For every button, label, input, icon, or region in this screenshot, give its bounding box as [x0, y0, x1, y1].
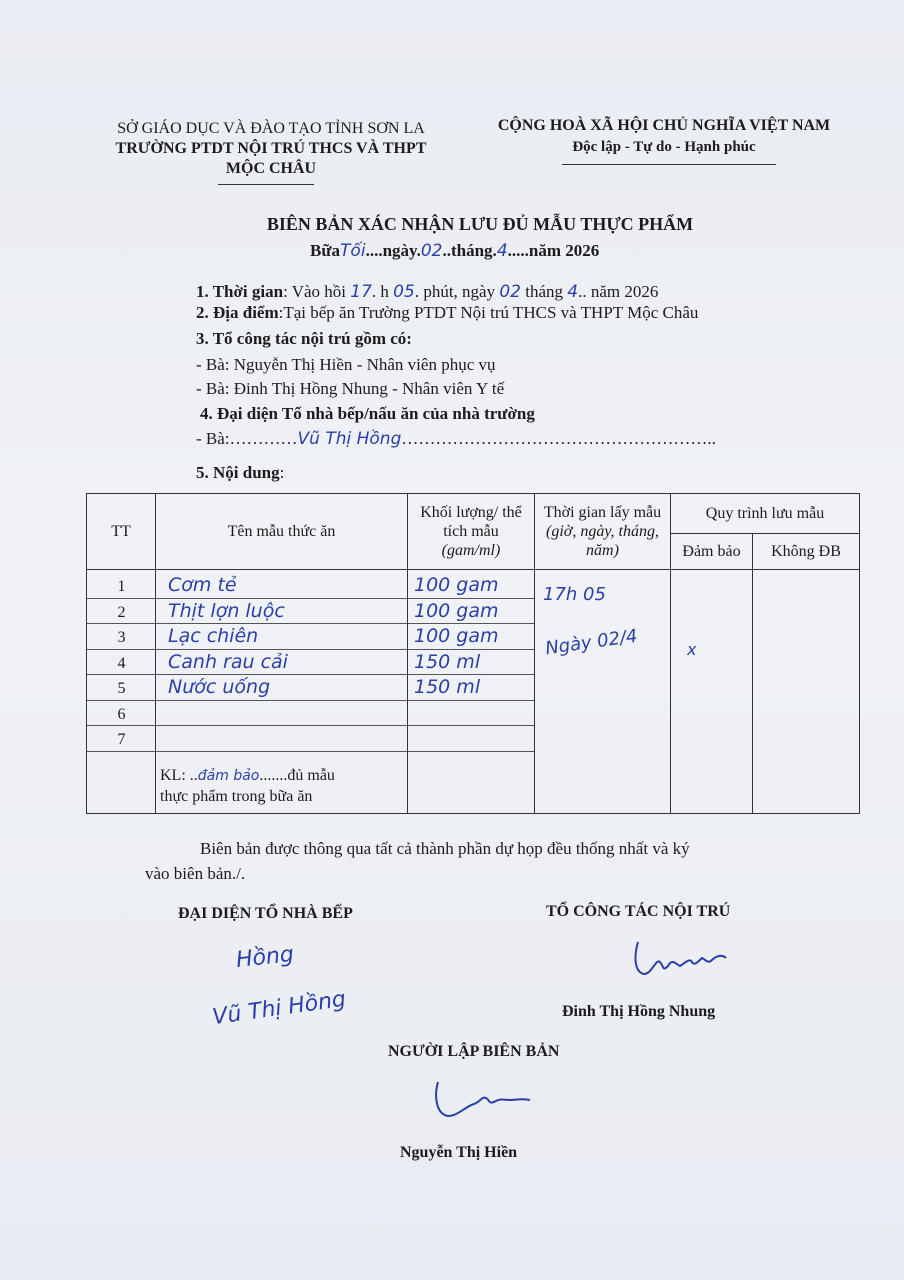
meal-month-hand: 4 [496, 241, 508, 261]
content-colon: : [279, 463, 285, 482]
amount-hand: 150 ml [414, 650, 481, 673]
meal-prefix: Bữa [310, 241, 341, 260]
row-divider [87, 623, 155, 624]
ok-column [671, 570, 753, 814]
meal-hand: Tối [340, 241, 366, 261]
row-divider [156, 751, 407, 752]
time-text-a: : Vào hồi [283, 282, 347, 301]
time-column [535, 570, 671, 814]
row-divider [408, 623, 534, 624]
ok-mark: x [687, 640, 697, 659]
row-divider [156, 598, 407, 599]
time-hand-1: 17h 05 [543, 584, 606, 605]
meal-year-label: .....năm 2026 [507, 241, 600, 260]
department-name: SỞ GIÁO DỤC VÀ ĐÀO TẠO TỈNH SƠN LA [117, 120, 425, 137]
amount-hand: 150 ml [414, 676, 481, 698]
closing-line-1: Biên bản được thông qua tất cả thành phần dự họp đều thống nhất và ký [200, 839, 690, 858]
header-food-name: Tên mẫu thức ăn [156, 494, 408, 570]
header-weight-main: Khối lượng/ thể tích mẫu [420, 503, 522, 540]
section-time [196, 282, 658, 302]
header-right-underline [562, 164, 776, 165]
amount-hand: 100 gam [414, 599, 499, 622]
conclusion-line2: thực phẩm trong bữa ăn [160, 787, 313, 805]
not-ok-column [753, 570, 860, 814]
recorder-name: Nguyễn Thị Hiền [400, 1144, 518, 1161]
kitchen-rep-prefix: - Bà:………… [196, 429, 298, 448]
row-divider [156, 623, 407, 624]
school-name-line2: MỘC CHÂU [225, 160, 317, 177]
team-sign-title: TỔ CÔNG TÁC NỘI TRÚ [546, 903, 731, 920]
row-number: 3 [117, 629, 126, 646]
header-process: Quy trình lưu mẫu [671, 494, 860, 534]
row-divider [87, 598, 155, 599]
row-divider [156, 725, 407, 726]
row-number: 7 [117, 731, 126, 748]
kitchen-sign-title: ĐẠI DIỆN TỔ NHÀ BẾP [178, 905, 353, 922]
meal-day-hand: 02 [420, 241, 443, 261]
row-number: 5 [117, 680, 126, 697]
meal-month-label: ..tháng. [442, 241, 497, 260]
time-month-hand: 4 [567, 282, 579, 302]
kitchen-rep-suffix: ……………………………………………….. [401, 429, 716, 448]
row-divider [156, 649, 407, 650]
row-number: 6 [117, 705, 126, 723]
closing-line-2: vào biên bản./. [145, 864, 246, 883]
team-member-2: - Bà: Đinh Thị Hồng Nhung - Nhân viên Y tế [196, 379, 505, 398]
team-signer-name: Đinh Thị Hồng Nhung [562, 1003, 716, 1020]
header-not-ok: Không ĐB [753, 534, 860, 570]
row-divider [87, 700, 155, 701]
food-name-hand: Canh rau cải [168, 650, 288, 673]
header-weight-unit: (gam/ml) [441, 542, 501, 560]
time-text-d: tháng [525, 282, 564, 301]
food-name-hand: Thịt lợn luộc [168, 599, 285, 622]
header-weight [408, 494, 535, 570]
row-number: 4 [117, 654, 126, 672]
row-divider [156, 674, 407, 675]
national-title: CỘNG HOÀ XÃ HỘI CHỦ NGHĨA VIỆT NAM [497, 117, 831, 134]
meal-day-label: ....ngày. [365, 241, 421, 260]
section-content [196, 463, 284, 483]
conclusion-hand: đảm bảo [197, 768, 260, 784]
tt-column [87, 570, 156, 814]
conclusion-prefix: KL: .. [160, 767, 198, 784]
team-signature [632, 936, 752, 986]
row-divider [87, 649, 155, 650]
conclusion [156, 766, 335, 808]
row-divider [87, 674, 155, 675]
amount-hand: 100 gam [414, 625, 499, 647]
document-title: BIÊN BẢN XÁC NHẬN LƯU ĐỦ MẪU THỰC PHẨM [266, 214, 694, 234]
header-left-underline [218, 184, 314, 185]
row-divider [87, 725, 155, 726]
kitchen-signer-name-hand: Vũ Thị Hồng [210, 986, 348, 1031]
header-ok: Đảm bảo [671, 534, 753, 570]
national-motto: Độc lập - Tự do - Hạnh phúc [572, 139, 756, 155]
food-name-hand: Cơm tẻ [168, 574, 237, 596]
time-day-hand: 02 [499, 282, 521, 302]
row-divider [408, 649, 534, 650]
row-divider [408, 725, 534, 726]
header-right [478, 117, 850, 156]
amount-hand: 100 gam [414, 574, 499, 596]
time-text-b: . h [371, 282, 389, 301]
header-left [96, 120, 446, 178]
row-divider [408, 674, 534, 675]
team-member-1: - Bà: Nguyễn Thị Hiền - Nhân viên phục vụ [196, 355, 496, 374]
section-location [196, 303, 698, 323]
location-label: 2. Địa điểm [196, 303, 279, 322]
header-tt: TT [87, 494, 156, 570]
school-name: TRƯỜNG PTDT NỘI TRÚ THCS VÀ THPT [115, 140, 427, 157]
content-label: 5. Nội dung [196, 463, 280, 482]
header-time-main: Thời gian lấy mẫu [543, 503, 662, 521]
conclusion-mid: .......đủ mẫu [259, 767, 335, 784]
time-minute-hand: 05 [393, 282, 415, 302]
food-column [156, 570, 408, 814]
row-divider [408, 700, 534, 701]
row-number: 1 [117, 578, 126, 595]
kitchen-rep-name-hand: Vũ Thị Hồng [297, 429, 402, 449]
time-text-c: . phút, ngày [414, 282, 496, 301]
section-kitchen-label: 4. Đại diện Tổ nhà bếp/nấu ăn của nhà trường [200, 404, 535, 423]
row-divider [408, 598, 534, 599]
kitchen-signature: Hồng [234, 942, 296, 973]
time-text-e: .. năm 2026 [578, 282, 659, 301]
recorder-sign-title: NGƯỜI LẬP BIÊN BẢN [388, 1043, 560, 1060]
food-sample-table [86, 493, 860, 814]
header-time-italic: (giờ, ngày, tháng, năm) [546, 522, 659, 560]
section-team-label: 3. Tổ công tác nội trú gồm có: [196, 329, 412, 348]
time-label: 1. Thời gian [196, 282, 284, 301]
time-hand-2: Ngày 02/4 [543, 625, 639, 660]
row-divider [87, 751, 155, 752]
header-time [535, 494, 671, 570]
recorder-signature [430, 1076, 550, 1126]
food-name-hand: Lạc chiên [168, 625, 259, 647]
location-text: :Tại bếp ăn Trường PTDT Nội trú THCS và THPT Mộc Châu [278, 303, 699, 322]
row-number: 2 [117, 603, 126, 621]
row-divider [156, 700, 407, 701]
kitchen-rep-line [196, 429, 716, 449]
amount-column [408, 570, 535, 814]
row-divider [408, 751, 534, 752]
meal-line [310, 241, 599, 261]
time-hour-hand: 17 [350, 282, 372, 302]
food-name-hand: Nước uống [168, 676, 271, 698]
